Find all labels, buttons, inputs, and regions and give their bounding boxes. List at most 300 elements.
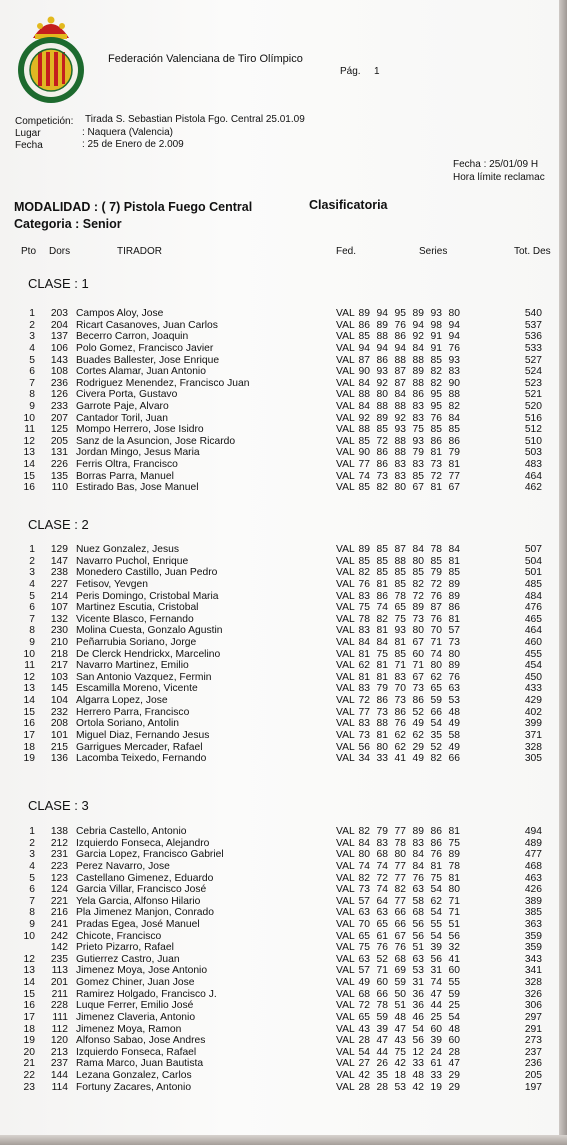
cell-dors: 124 — [50, 884, 68, 896]
cell-pto: 7 — [29, 895, 35, 907]
cell-series: 85 — [358, 435, 370, 447]
cell-series: 78 — [358, 613, 370, 625]
cell-pto: 8 — [29, 907, 35, 919]
cell-series: 81 — [376, 660, 388, 672]
cell-name: Cebria Castello, Antonio — [76, 826, 187, 837]
cell-dors: 104 — [50, 695, 68, 707]
cell-series: 81 — [376, 671, 388, 683]
cell-name: Garcia Villar, Francisco José — [76, 884, 207, 896]
cell-fed: VAL — [336, 319, 355, 331]
cell-series: 79 — [448, 447, 460, 459]
cell-series: 89 — [376, 412, 388, 424]
cell-series: 72 — [430, 470, 442, 482]
cell-series: 94 — [394, 342, 406, 354]
cell-series: 83 — [394, 671, 406, 683]
cell-total: 462 — [524, 482, 542, 494]
cell-series: 84 — [394, 389, 406, 401]
cell-series: 74 — [376, 884, 388, 896]
cell-total: 464 — [524, 470, 542, 482]
cell-dors: 106 — [50, 342, 68, 354]
col-header-pto: Pto — [21, 246, 37, 257]
cell-series: 63 — [448, 683, 460, 695]
categoria-title: Categoria : Senior — [14, 217, 122, 231]
cell-series: 24 — [430, 1046, 442, 1058]
cell-series: 81 — [448, 459, 460, 471]
clase-title: CLASE : 3 — [28, 798, 89, 813]
cell-series: 83 — [394, 459, 406, 471]
cell-series: 80 — [448, 884, 460, 896]
cell-fed: VAL — [336, 648, 355, 660]
cell-dors: 125 — [50, 424, 68, 436]
cell-series: 53 — [448, 695, 460, 707]
cell-total: 389 — [524, 895, 542, 907]
cell-series: 80 — [430, 660, 442, 672]
cell-fed: VAL — [336, 567, 355, 579]
cell-dors: 203 — [50, 308, 68, 319]
cell-series: 32 — [448, 942, 460, 954]
cell-series: 86 — [376, 447, 388, 459]
table-row — [0, 343, 567, 354]
lugar-value: : Naquera (Valencia) — [82, 127, 173, 138]
cell-pto: 16 — [23, 482, 35, 494]
cell-series: 60 — [430, 1023, 442, 1035]
cell-series: 93 — [412, 435, 424, 447]
cell-series: 89 — [448, 590, 460, 602]
cell-series: 88 — [394, 401, 406, 412]
cell-series: 54 — [358, 1046, 370, 1058]
cell-series: 90 — [358, 366, 370, 378]
cell-name: Becerro Carron, Joaquin — [76, 331, 189, 343]
competicion-value: Tirada S. Sebastian Pistola Fgo. Central 25.01.09 — [85, 114, 305, 125]
cell-series: 68 — [412, 907, 424, 919]
cell-fed: VAL — [336, 1023, 355, 1035]
cell-series: 85 — [430, 424, 442, 436]
cell-series: 92 — [376, 377, 388, 389]
cell-dors: 107 — [50, 602, 68, 614]
cell-series: 65 — [394, 602, 406, 614]
cell-series: 76 — [448, 342, 460, 354]
cell-series: 68 — [358, 988, 370, 1000]
cell-series: 78 — [430, 544, 442, 555]
cell-series: 29 — [448, 1070, 460, 1081]
cell-name: Ricart Casanoves, Juan Carlos — [76, 319, 218, 331]
cell-series: 82 — [412, 578, 424, 590]
cell-series: 80 — [358, 849, 370, 861]
cell-series: 66 — [376, 988, 388, 1000]
cell-pto: 20 — [23, 1046, 35, 1058]
cell-series: 85 — [376, 567, 388, 579]
cell-dors: 114 — [51, 1081, 68, 1093]
cell-pto: 3 — [29, 567, 35, 579]
table-row — [0, 366, 567, 377]
cell-name: Polo Gomez, Francisco Javier — [76, 342, 214, 354]
cell-pto: 23 — [23, 1081, 35, 1093]
table-row — [0, 389, 567, 400]
cell-series: 88 — [448, 389, 460, 401]
table-row — [0, 896, 567, 907]
cell-series: 79 — [376, 826, 388, 837]
cell-total: 537 — [524, 319, 542, 331]
cell-dors: 103 — [50, 671, 68, 683]
cell-series: 75 — [430, 872, 442, 884]
cell-series: 57 — [448, 625, 460, 637]
table-row — [0, 1024, 567, 1035]
cell-series: 33 — [430, 1070, 442, 1081]
cell-pto: 11 — [24, 424, 35, 436]
cell-series: 58 — [412, 895, 424, 907]
cell-total: 501 — [524, 567, 542, 579]
cell-dors: 218 — [50, 648, 68, 660]
cell-series: 82 — [430, 366, 442, 378]
cell-name: Buades Ballester, Jose Enrique — [76, 354, 220, 366]
cell-series: 84 — [412, 544, 424, 555]
cell-series: 74 — [376, 860, 388, 872]
cell-series: 73 — [394, 695, 406, 707]
fecha-label: Fecha — [15, 140, 43, 151]
cell-dors: 212 — [50, 837, 68, 849]
cell-series: 39 — [430, 942, 442, 954]
cell-series: 75 — [412, 424, 424, 436]
cell-series: 85 — [430, 555, 442, 567]
cell-series: 74 — [430, 977, 442, 989]
cell-total: 504 — [524, 555, 542, 567]
cell-fed: VAL — [336, 860, 355, 872]
table-row — [0, 320, 567, 331]
cell-series: 82 — [358, 826, 370, 837]
table-row — [0, 544, 567, 555]
cell-fed: VAL — [336, 1070, 355, 1081]
cell-pto: 2 — [29, 555, 35, 567]
cell-series: 25 — [448, 1000, 460, 1012]
cell-pto: 10 — [23, 930, 35, 942]
table-row — [0, 649, 567, 660]
cell-dors: 214 — [50, 590, 68, 602]
cell-series: 33 — [412, 1058, 424, 1070]
cell-name: Perez Navarro, Jose — [76, 860, 170, 872]
cell-name: Castellano Gimenez, Eduardo — [76, 872, 214, 884]
cell-series: 19 — [430, 1081, 442, 1093]
cell-total: 429 — [524, 695, 542, 707]
cell-fed: VAL — [336, 907, 355, 919]
cell-fed: VAL — [336, 753, 355, 765]
cell-series: 63 — [358, 953, 370, 965]
cell-fed: VAL — [336, 1046, 355, 1058]
cell-dors: 143 — [50, 354, 68, 366]
cell-series: 42 — [412, 1081, 424, 1093]
cell-dors: 238 — [50, 567, 68, 579]
photo-frame-edge — [559, 0, 567, 1145]
cell-series: 79 — [430, 567, 442, 579]
cell-series: 81 — [430, 447, 442, 459]
cell-series: 67 — [412, 671, 424, 683]
cell-series: 77 — [394, 895, 406, 907]
cell-series: 94 — [358, 342, 370, 354]
cell-series: 89 — [358, 308, 370, 319]
cell-name: Luque Ferrer, Emilio José — [76, 1000, 194, 1012]
cell-total: 197 — [524, 1081, 542, 1093]
cell-series: 84 — [358, 377, 370, 389]
cell-fed: VAL — [336, 1011, 355, 1023]
cell-series: 61 — [430, 1058, 442, 1070]
cell-fed: VAL — [336, 482, 355, 494]
cell-series: 80 — [448, 648, 460, 660]
cell-total: 297 — [524, 1011, 542, 1023]
cell-total: 476 — [524, 602, 542, 614]
cell-name: Fetisov, Yevgen — [76, 578, 148, 590]
cell-pto: 6 — [29, 602, 35, 614]
cell-fed: VAL — [336, 435, 355, 447]
table-row — [0, 625, 567, 636]
cell-fed: VAL — [336, 930, 355, 942]
cell-series: 85 — [448, 567, 460, 579]
cell-fed: VAL — [336, 919, 355, 930]
cell-series: 47 — [448, 1058, 460, 1070]
table-row — [0, 884, 567, 895]
cell-series: 65 — [358, 1011, 370, 1023]
cell-total: 460 — [524, 637, 542, 648]
cell-series: 89 — [448, 849, 460, 861]
cell-pto: 4 — [29, 578, 35, 590]
cell-series: 78 — [394, 837, 406, 849]
cell-series: 89 — [412, 366, 424, 378]
table-row — [0, 730, 567, 741]
print-date: Fecha : 25/01/09 H — [453, 159, 539, 170]
cell-series: 85 — [394, 578, 406, 590]
cell-series: 76 — [430, 412, 442, 424]
cell-total: 455 — [524, 648, 542, 660]
cell-series: 33 — [376, 753, 388, 765]
cell-series: 36 — [412, 988, 424, 1000]
cell-pto: 10 — [23, 648, 35, 660]
cell-fed: VAL — [336, 1000, 355, 1012]
cell-name: Jimenez Moya, Ramon — [76, 1023, 182, 1035]
cell-series: 70 — [358, 919, 370, 930]
cell-dors: 120 — [50, 1035, 68, 1047]
table-row — [0, 861, 567, 872]
cell-series: 74 — [358, 470, 370, 482]
cell-fed: VAL — [336, 718, 355, 730]
cell-series: 81 — [376, 729, 388, 741]
table-row — [0, 660, 567, 671]
cell-series: 81 — [448, 613, 460, 625]
cell-fed: VAL — [336, 884, 355, 896]
cell-name: Monedero Castillo, Juan Pedro — [76, 567, 218, 579]
cell-fed: VAL — [336, 578, 355, 590]
cell-name: Jimenez Moya, Jose Antonio — [76, 965, 208, 977]
cell-dors: 241 — [50, 919, 68, 930]
cell-pto: 11 — [24, 660, 35, 672]
table-row — [0, 556, 567, 567]
cell-series: 18 — [394, 1070, 406, 1081]
cell-series: 66 — [430, 706, 442, 718]
cell-series: 81 — [448, 826, 460, 837]
cell-series: 89 — [448, 578, 460, 590]
cell-name: Civera Porta, Gustavo — [76, 389, 178, 401]
cell-name: Ramirez Holgado, Francisco J. — [76, 988, 217, 1000]
cell-total: 426 — [524, 884, 542, 896]
cell-dors: 242 — [50, 930, 68, 942]
cell-total: 305 — [524, 753, 542, 765]
photo-frame-edge — [0, 1135, 567, 1145]
cell-name: Campos Aloy, Jose — [76, 308, 164, 319]
table-row — [0, 1058, 567, 1069]
cell-fed: VAL — [336, 354, 355, 366]
cell-series: 83 — [358, 683, 370, 695]
cell-series: 65 — [430, 683, 442, 695]
cell-series: 82 — [430, 377, 442, 389]
cell-name: Martinez Escutia, Cristobal — [76, 602, 199, 614]
cell-series: 71 — [448, 895, 460, 907]
cell-fed: VAL — [336, 849, 355, 861]
cell-series: 88 — [394, 555, 406, 567]
table-row — [0, 459, 567, 470]
cell-dors: 232 — [50, 706, 68, 718]
cell-dors: 210 — [50, 637, 68, 648]
cell-dors: 227 — [50, 578, 68, 590]
cell-series: 55 — [448, 977, 460, 989]
cell-series: 72 — [376, 872, 388, 884]
cell-total: 399 — [524, 718, 542, 730]
cell-dors: 201 — [50, 977, 68, 989]
cell-dors: 112 — [51, 1023, 68, 1035]
table-row — [0, 355, 567, 366]
cell-pto: 14 — [23, 977, 35, 989]
cell-total: 510 — [524, 435, 542, 447]
cell-series: 49 — [358, 977, 370, 989]
table-row — [0, 1012, 567, 1023]
cell-series: 39 — [430, 1035, 442, 1047]
cell-series: 92 — [394, 412, 406, 424]
cell-series: 98 — [430, 319, 442, 331]
cell-series: 80 — [394, 482, 406, 494]
cell-dors: 226 — [50, 459, 68, 471]
cell-name: Nuez Gonzalez, Jesus — [76, 544, 180, 555]
cell-series: 52 — [430, 741, 442, 753]
cell-series: 50 — [394, 988, 406, 1000]
cell-dors: 145 — [50, 683, 68, 695]
cell-series: 76 — [412, 872, 424, 884]
cell-total: 507 — [524, 544, 542, 555]
cell-fed: VAL — [336, 412, 355, 424]
cell-series: 86 — [358, 319, 370, 331]
cell-series: 93 — [430, 308, 442, 319]
cell-series: 80 — [448, 308, 460, 319]
cell-name: Alfonso Sabao, Jose Andres — [76, 1035, 206, 1047]
cell-series: 48 — [394, 1011, 406, 1023]
cell-series: 84 — [448, 412, 460, 424]
cell-name: Chicote, Francisco — [76, 930, 162, 942]
cell-dors: 136 — [50, 753, 68, 765]
cell-pto: 12 — [23, 435, 35, 447]
cell-series: 48 — [448, 1023, 460, 1035]
cell-series: 72 — [412, 590, 424, 602]
table-row — [0, 1047, 567, 1058]
cell-series: 67 — [394, 930, 406, 942]
cell-pto: 3 — [29, 849, 35, 861]
cell-series: 86 — [412, 389, 424, 401]
cell-series: 95 — [430, 389, 442, 401]
cell-series: 65 — [358, 930, 370, 942]
cell-series: 87 — [394, 366, 406, 378]
cell-series: 86 — [430, 435, 442, 447]
cell-series: 73 — [412, 683, 424, 695]
cell-series: 82 — [358, 567, 370, 579]
cell-total: 402 — [524, 706, 542, 718]
cell-series: 26 — [376, 1058, 388, 1070]
cell-total: 385 — [524, 907, 542, 919]
table-row — [0, 954, 567, 965]
cell-fed: VAL — [336, 1058, 355, 1070]
table-row — [0, 942, 567, 953]
cell-series: 91 — [430, 331, 442, 343]
cell-series: 73 — [376, 470, 388, 482]
cell-series: 75 — [394, 1046, 406, 1058]
cell-series: 89 — [358, 544, 370, 555]
cell-series: 73 — [358, 729, 370, 741]
cell-series: 31 — [430, 965, 442, 977]
cell-series: 65 — [376, 919, 388, 930]
cell-series: 74 — [358, 860, 370, 872]
table-row — [0, 707, 567, 718]
cell-total: 328 — [524, 977, 542, 989]
cell-series: 59 — [394, 977, 406, 989]
cell-series: 62 — [430, 671, 442, 683]
cell-series: 70 — [394, 683, 406, 695]
cell-series: 43 — [358, 1023, 370, 1035]
cell-series: 88 — [412, 377, 424, 389]
cell-series: 54 — [412, 1023, 424, 1035]
cell-series: 83 — [412, 837, 424, 849]
cell-dors: 144 — [50, 1070, 68, 1081]
cell-series: 84 — [412, 849, 424, 861]
federation-name: Federación Valenciana de Tiro Olímpico — [108, 53, 303, 65]
cell-dors: 217 — [50, 660, 68, 672]
cell-total: 454 — [524, 660, 542, 672]
cell-series: 76 — [430, 849, 442, 861]
table-row — [0, 683, 567, 694]
cell-pto: 22 — [23, 1070, 35, 1081]
cell-series: 52 — [376, 953, 388, 965]
cell-fed: VAL — [336, 590, 355, 602]
cell-fed: VAL — [336, 366, 355, 378]
cell-pto: 9 — [29, 401, 35, 412]
cell-dors: 233 — [50, 401, 68, 412]
cell-series: 94 — [376, 342, 388, 354]
cell-series: 66 — [394, 919, 406, 930]
cell-series: 60 — [412, 648, 424, 660]
cell-series: 67 — [412, 637, 424, 648]
cell-series: 88 — [394, 354, 406, 366]
cell-series: 62 — [412, 729, 424, 741]
cell-fed: VAL — [336, 671, 355, 683]
cell-series: 42 — [394, 1058, 406, 1070]
cell-dors: 132 — [50, 613, 68, 625]
cell-total: 205 — [524, 1070, 542, 1081]
table-row — [0, 436, 567, 447]
cell-series: 54 — [430, 907, 442, 919]
cell-series: 83 — [448, 366, 460, 378]
cell-fed: VAL — [336, 377, 355, 389]
cell-name: Escamilla Moreno, Vicente — [76, 683, 198, 695]
table-row — [0, 602, 567, 613]
cell-series: 75 — [358, 942, 370, 954]
cell-series: 46 — [412, 1011, 424, 1023]
cell-series: 84 — [412, 342, 424, 354]
cell-series: 36 — [412, 1000, 424, 1012]
clase-title: CLASE : 2 — [28, 517, 89, 532]
cell-series: 73 — [430, 459, 442, 471]
cell-name: Cantador Toril, Juan — [76, 412, 168, 424]
